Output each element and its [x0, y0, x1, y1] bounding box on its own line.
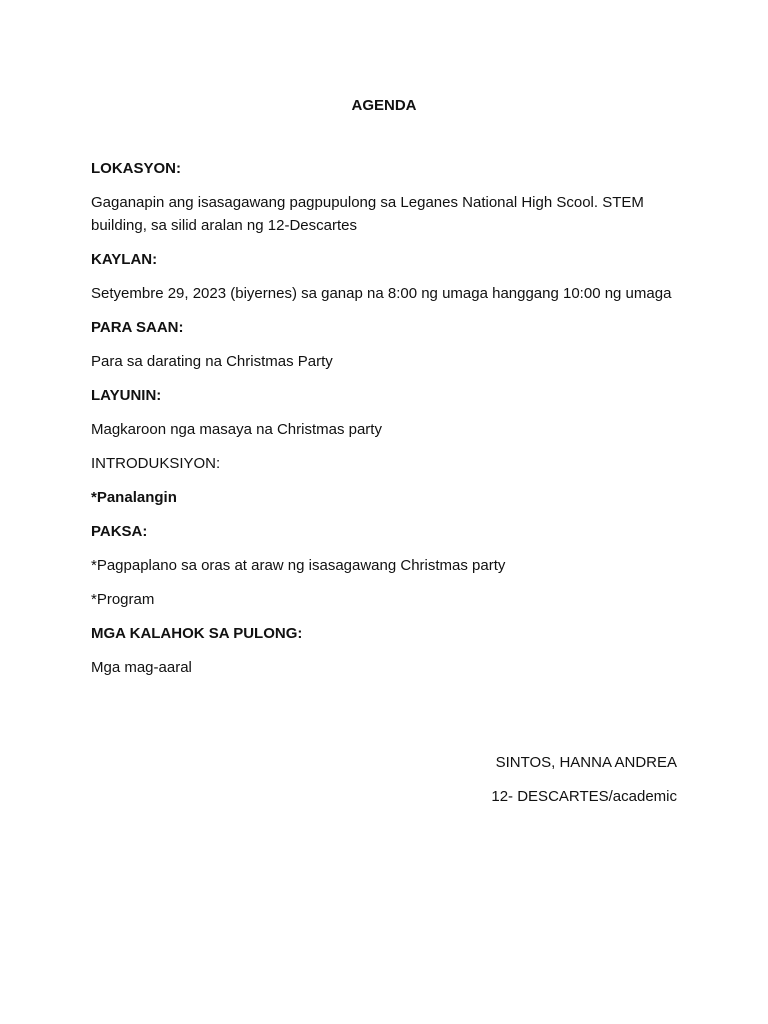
kaylan-label: KAYLAN: [91, 251, 158, 268]
lokasyon-label: LOKASYON: [91, 160, 181, 177]
kalahok-label: MGA KALAHOK SA PULONG: [91, 625, 303, 642]
signature-section: 12- DESCARTES/academic [491, 788, 677, 805]
signature-block [491, 751, 677, 819]
introduksiyon-label: INTRODUKSIYON: [91, 455, 221, 472]
para-saan-label: PARA SAAN: [91, 319, 184, 336]
para-saan-text: Para sa darating na Christmas Party [91, 353, 333, 370]
agenda-body [91, 157, 681, 690]
signature-name: SINTOS, HANNA ANDREA [495, 754, 677, 771]
paksa-label: PAKSA: [91, 523, 148, 540]
paksa-item-1: *Pagpaplano sa oras at araw ng isasagawang Christmas party [91, 557, 506, 574]
paksa-item-2: *Program [91, 591, 155, 608]
layunin-text: Magkaroon nga masaya na Christmas party [91, 421, 382, 438]
kaylan-text: Setyembre 29, 2023 (biyernes) sa ganap na 8:00 ng umaga hanggang 10:00 ng umaga [91, 285, 672, 302]
kalahok-text: Mga mag-aaral [91, 659, 192, 676]
lokasyon-text: Gaganapin ang isasagawang pagpupulong sa Leganes National High Scool. STEM building, sa silid aralan ng 12-Descartes [91, 194, 644, 234]
introduksiyon-item: *Panalangin [91, 489, 177, 506]
page-title: AGENDA [351, 97, 417, 114]
layunin-label: LAYUNIN: [91, 387, 162, 404]
